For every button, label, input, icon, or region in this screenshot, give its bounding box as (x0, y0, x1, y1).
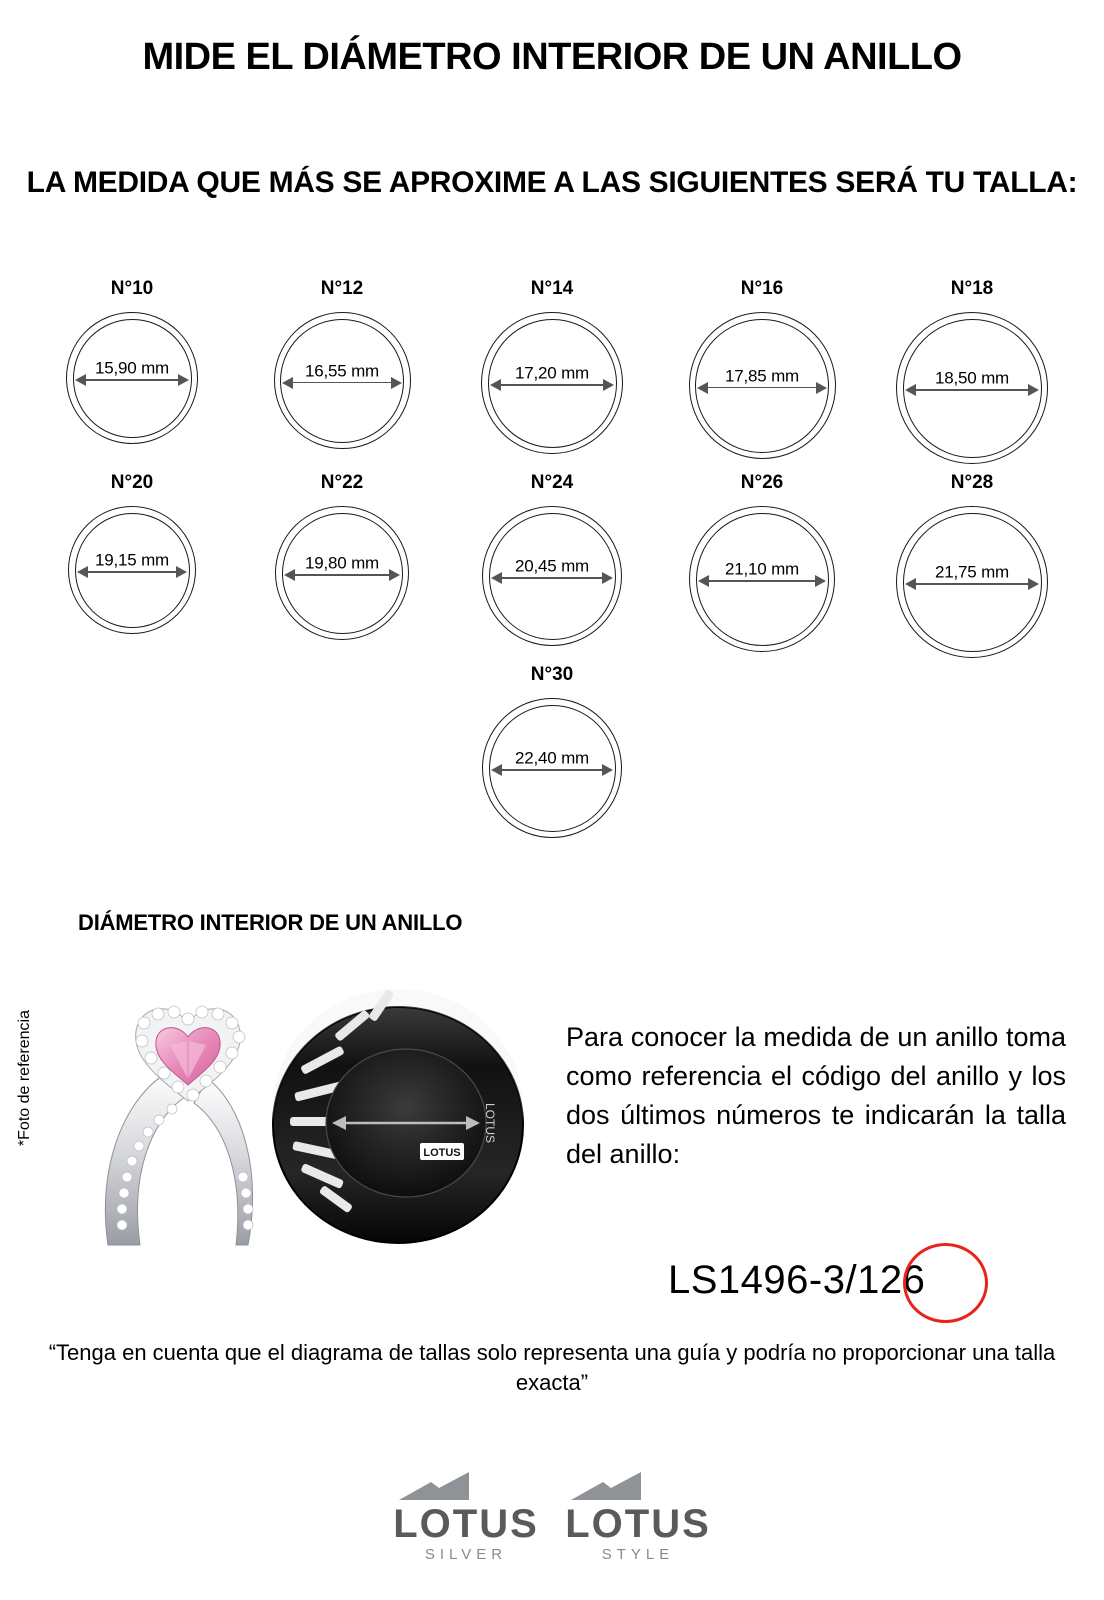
ring-diagram (68, 506, 196, 634)
diameter-arrow-left (905, 578, 916, 590)
diameter-arrow-line (909, 583, 1035, 585)
ring-size-label: N°10 (110, 278, 154, 299)
diameter-arrow-line (287, 574, 396, 576)
ring-size-label: N°12 (320, 278, 364, 299)
ring-inner-circle (696, 513, 829, 646)
disclaimer-text: “Tenga en cuenta que el diagrama de tallas solo representa una guía y podría no proporcionar una talla exacta” (48, 1340, 1056, 1395)
ring-inner-circle (282, 513, 403, 634)
section-caption: DIÁMETRO INTERIOR DE UN ANILLO (78, 910, 463, 935)
diameter-arrow-line (495, 577, 610, 579)
diameter-arrow-right (178, 374, 189, 386)
ring-size-cell (867, 472, 1077, 658)
logo-lotus-silver (391, 1468, 541, 1563)
ring-size-row (0, 278, 1104, 464)
ring-outer-circle (275, 506, 409, 640)
ring-diagram (896, 312, 1048, 464)
solitaire-ring-photo (105, 1006, 253, 1245)
ring-inner-circle (73, 319, 192, 438)
diameter-arrow-right (603, 379, 614, 391)
ring-size-label: N°30 (530, 664, 574, 685)
diameter-arrow-left (905, 384, 916, 396)
lotus-mark-icon (391, 1468, 541, 1502)
diameter-arrow-right (602, 764, 613, 776)
ring-inner-circle (903, 319, 1042, 458)
ring-diagram (66, 312, 198, 444)
ring-diagram (275, 506, 409, 640)
diameter-arrow-left (75, 374, 86, 386)
instruction-paragraph: Para conocer la medida de un anillo toma como referencia el código del anillo y los dos últimos números te indicarán la talla del anillo: (566, 1022, 1066, 1169)
ring-size-cell (447, 664, 657, 838)
ring-outer-circle (66, 312, 198, 444)
ring-diameter-value: 19,80 mm (305, 553, 379, 573)
ring-size-label: N°18 (950, 278, 994, 299)
diameter-arrow-left (697, 382, 708, 394)
diameter-arrow-line (80, 571, 184, 573)
diameter-arrow-left (77, 566, 88, 578)
ring-inner-circle (488, 319, 617, 448)
logo-name: LOTUS (393, 1502, 539, 1546)
ring-size-cell (447, 472, 657, 646)
diameter-arrow-left (490, 379, 501, 391)
diameter-arrow-right (815, 575, 826, 587)
ring-inner-circle (280, 319, 404, 443)
diameter-arrow-right (176, 566, 187, 578)
brand-logos (0, 1468, 1104, 1563)
ring-size-label: N°14 (530, 278, 574, 299)
ring-size-row (0, 472, 1104, 658)
ring-diagram (481, 312, 623, 454)
ring-diameter-value: 17,85 mm (725, 365, 799, 385)
ring-size-label: N°20 (110, 472, 154, 493)
band-ring-photo (273, 989, 523, 1243)
ring-size-cell (867, 278, 1077, 464)
diameter-arrow-line (701, 387, 822, 389)
ring-diameter-value: 21,75 mm (935, 562, 1009, 582)
ring-inner-circle (695, 319, 829, 453)
ring-diameter-value: 21,10 mm (725, 559, 799, 579)
ring-inner-circle (75, 513, 190, 628)
ring-size-cell (657, 472, 867, 652)
diameter-arrow-right (389, 569, 400, 581)
ring-diameter-value: 18,50 mm (935, 368, 1009, 388)
logo-subtitle: STYLE (601, 1546, 675, 1563)
diameter-arrow-left (282, 377, 293, 389)
code-highlight-circle (903, 1243, 988, 1323)
diameter-arrow-right (816, 382, 827, 394)
ring-diagram (896, 506, 1048, 658)
logo-lotus-style (563, 1468, 713, 1563)
ring-outer-circle (896, 312, 1048, 464)
ring-diameter-value: 19,15 mm (95, 550, 169, 570)
ring-outer-circle (689, 312, 836, 459)
diameter-arrow-line (702, 580, 823, 582)
diameter-arrow-left (698, 575, 709, 587)
ring-size-label: N°26 (740, 472, 784, 493)
ring-diagram (482, 506, 622, 646)
logo-name: LOTUS (565, 1502, 711, 1546)
diameter-arrow-line (494, 384, 611, 386)
diameter-arrow-left (491, 572, 502, 584)
ring-inner-circle (903, 513, 1042, 652)
ring-diameter-value: 15,90 mm (95, 358, 169, 378)
ring-diameter-value: 22,40 mm (515, 748, 589, 768)
ring-size-cell (447, 278, 657, 454)
ring-size-label: N°22 (320, 472, 364, 493)
photo-reference-note: *Foto de referencia (16, 1010, 33, 1147)
ring-size-label: N°16 (740, 278, 784, 299)
ring-outer-circle (274, 312, 411, 449)
ring-size-label: N°24 (530, 472, 574, 493)
page-subtitle: LA MEDIDA QUE MÁS SE APROXIME A LAS SIGUIENTES SERÁ TU TALLA: (26, 166, 1078, 199)
ring-diameter-value: 20,45 mm (515, 556, 589, 576)
ring-size-row (0, 664, 1104, 838)
ring-outer-circle (68, 506, 196, 634)
ring-diagram (274, 312, 411, 449)
diameter-arrow-line (909, 389, 1035, 391)
diameter-arrow-line (495, 769, 610, 771)
ring-code-example: LS1496-3/126 (668, 1258, 926, 1302)
svg-text:LOTUS: LOTUS (423, 1147, 461, 1159)
ring-size-label: N°28 (950, 472, 994, 493)
ring-diameter-value: 16,55 mm (305, 360, 379, 380)
ring-outer-circle (689, 506, 835, 652)
diameter-arrow-line (286, 382, 398, 384)
ring-size-grid (0, 278, 1104, 838)
page-title: MIDE EL DIÁMETRO INTERIOR DE UN ANILLO (142, 36, 962, 78)
ring-outer-circle (482, 698, 622, 838)
lotus-mark-icon (563, 1468, 713, 1502)
diameter-arrow-line (78, 379, 186, 381)
ring-inner-circle (489, 705, 616, 832)
svg-text:LOTUS: LOTUS (483, 1103, 497, 1144)
ring-inner-circle (489, 513, 616, 640)
diameter-arrow-right (1028, 578, 1039, 590)
ring-size-cell (27, 278, 237, 444)
diameter-arrow-right (391, 377, 402, 389)
ring-size-cell (27, 472, 237, 634)
diameter-arrow-left (491, 764, 502, 776)
logo-subtitle: SILVER (424, 1546, 508, 1563)
diameter-arrow-right (602, 572, 613, 584)
ring-diagram (689, 312, 836, 459)
ring-photos-svg (48, 975, 548, 1265)
ring-outer-circle (482, 506, 622, 646)
ring-outer-circle (896, 506, 1048, 658)
diameter-arrow-left (284, 569, 295, 581)
ring-size-cell (237, 278, 447, 449)
ring-size-cell (237, 472, 447, 640)
ring-outer-circle (481, 312, 623, 454)
ring-photo-group (48, 975, 548, 1265)
ring-size-cell (657, 278, 867, 459)
ring-diagram (689, 506, 835, 652)
ring-diameter-value: 17,20 mm (515, 363, 589, 383)
diameter-arrow-right (1028, 384, 1039, 396)
ring-diagram (482, 698, 622, 838)
